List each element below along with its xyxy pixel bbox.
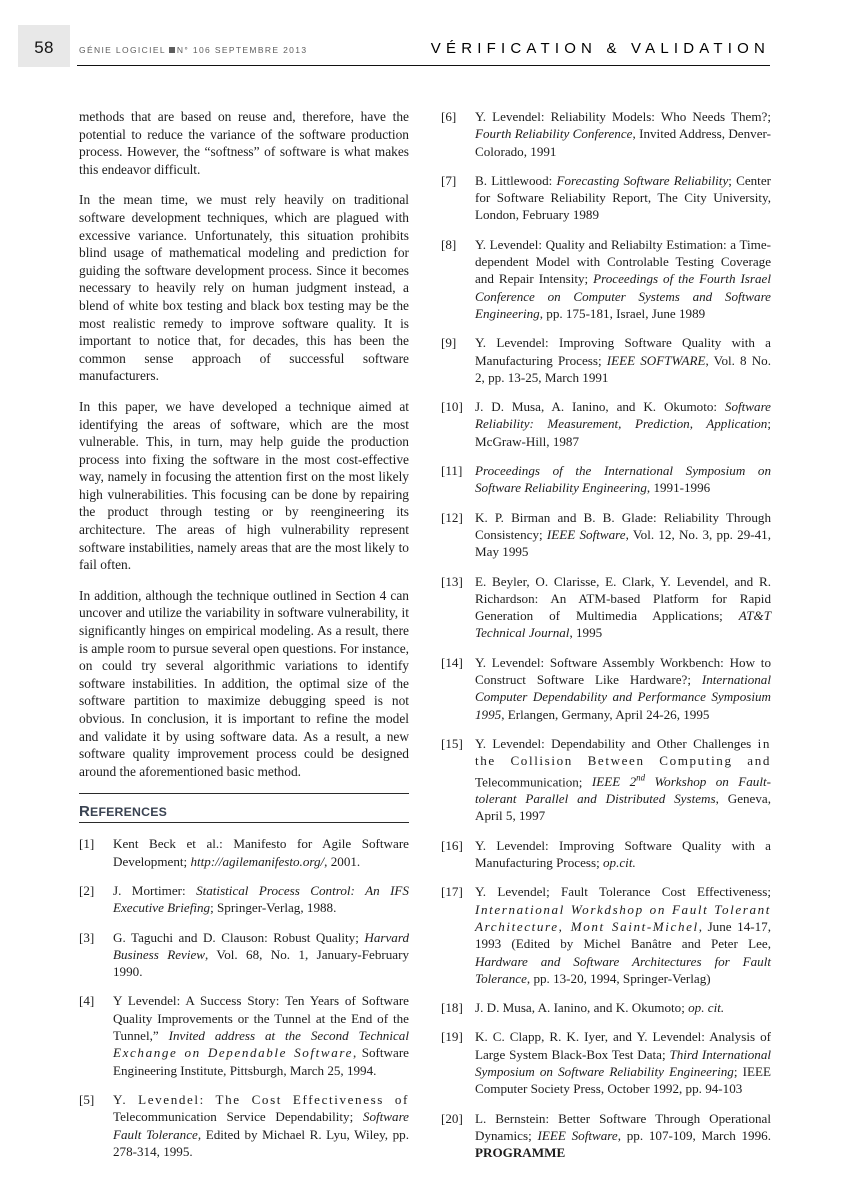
- list-item: [441, 108, 771, 160]
- reference-number: [7]: [441, 172, 457, 188]
- list-item: [441, 837, 771, 872]
- reference-text: Y. Levendel: Software Assembly Workbench: How to Construct Software Like Hardware?; International Computer Dependability and Performance Symposium 1995, Erlangen, Germany, April 24-26, 1995: [475, 654, 771, 722]
- paragraph: In the mean time, we must rely heavily on traditional software development techniques, which are plagued with excessive variance. Unfortunately, this situation prohibits blind usage of mathematical modeling and prediction for guiding the software development process. Since it becomes necessary to heavily rely on human judgment instead, a blend of white box testing and black box testing may be the most realistic remedy to improve software quality. It is important to notice that, for decades, this has been the common sense approach of successful software manufacturers.: [79, 192, 409, 384]
- reference-number: [15]: [441, 735, 463, 751]
- list-item: [79, 992, 409, 1078]
- paragraph: In addition, although the technique outlined in Section 4 can uncover and utilize the variability in software vulnerability, it significantly hinges on empirical modeling. As a result, there is ample room to pursue several open questions. For instance, on could try several algorithmic variations to identify software instabilities. In addition, the optimal size of the software partition to maximize debugging speed is not obvious. In conclusion, it is important to refine the model and validate it by using software data. As a result, a new software quality improvement process could be designed around the aforementioned basic method.: [79, 587, 409, 779]
- reference-text: Proceedings of the International Symposium on Software Reliability Engineering, 1991-1996: [475, 463, 771, 496]
- issue-label: N° 106 SEPTEMBRE 2013: [176, 45, 308, 55]
- reference-number: [18]: [441, 1000, 463, 1016]
- reference-text: Y. Levendel: Improving Software Quality with a Manufacturing Process; op.cit.: [475, 837, 771, 871]
- list-item: [79, 929, 409, 981]
- reference-number: [8]: [441, 236, 457, 252]
- reference-number: [3]: [79, 929, 95, 945]
- reference-text: E. Beyler, O. Clarisse, E. Clark, Y. Levendel, and R. Richardson: An ATM-based Platform for Rapid Generation of Multimedia Applications; AT&T Technical Journal, 1995: [475, 573, 771, 641]
- list-item: [441, 334, 771, 386]
- list-item: [441, 398, 771, 450]
- list-item: [79, 1091, 409, 1160]
- reference-text: Y. Levendel: Reliability Models: Who Needs Them?; Fourth Reliability Conference, Invited Address, Denver-Colorado, 1991: [475, 109, 771, 159]
- list-item: [441, 883, 771, 987]
- list-item: [441, 735, 771, 825]
- reference-text: J. D. Musa, A. Ianino, and K. Okumoto: Software Reliability: Measurement, Prediction, Application; McGraw-Hill, 1987: [475, 399, 771, 449]
- reference-text: G. Taguchi and D. Clauson: Robust Quality; Harvard Business Review, Vol. 68, No. 1, January-February 1990.: [113, 929, 409, 980]
- reference-list-right: [441, 108, 771, 1162]
- list-item: [79, 835, 409, 870]
- reference-text: K. P. Birman and B. B. Glade: Reliability Through Consistency; IEEE Software, Vol. 12, No. 3, pp. 29-41, May 1995: [475, 509, 771, 560]
- square-bullet-icon: [169, 47, 175, 53]
- reference-number: [12]: [441, 509, 463, 525]
- header-rule: [77, 65, 770, 66]
- list-item: [441, 1110, 771, 1162]
- list-item: [441, 999, 771, 1016]
- page-number: 58: [34, 38, 54, 57]
- reference-number: [2]: [79, 882, 95, 898]
- list-item: [79, 882, 409, 917]
- reference-number: [13]: [441, 573, 463, 589]
- reference-number: [5]: [79, 1091, 95, 1107]
- list-item: [441, 573, 771, 642]
- references-heading-rule: [79, 822, 409, 823]
- reference-text: Y. Levendel: Dependability and Other Challenges in the Collision Between Computing and Telecommunication; IEEE 2nd Workshop on Fault-tolerant Parallel and Distributed Systems, Geneva, April 5, 1997: [475, 735, 771, 824]
- list-item: [441, 509, 771, 561]
- reference-text: J. D. Musa, A. Ianino, and K. Okumoto; op. cit.: [475, 1000, 725, 1016]
- reference-number: [10]: [441, 399, 463, 415]
- reference-text: J. Mortimer: Statistical Process Control: An IFS Executive Briefing; Springer-Verlag, 1988.: [113, 882, 409, 916]
- reference-text: Y. Levendel: The Cost Effectiveness of Telecommunication Service Dependability; Software Fault Tolerance, Edited by Michael R. Lyu, Wiley, pp. 278-314, 1995.: [113, 1091, 409, 1159]
- reference-number: [19]: [441, 1029, 463, 1045]
- reference-text: L. Bernstein: Better Software Through Operational Dynamics; IEEE Software, pp. 107-109, March 1996. PROGRAMME: [475, 1110, 771, 1161]
- left-column: [79, 108, 409, 1172]
- reference-number: [4]: [79, 993, 95, 1009]
- references-top-rule: [79, 793, 409, 794]
- paragraph: methods that are based on reuse and, therefore, have the potential to reduce the variance of the software production process. However, the “softness” of software is what makes this endeavor difficult.: [79, 109, 409, 177]
- reference-number: [20]: [441, 1110, 463, 1126]
- reference-text: Y. Levendel: Improving Software Quality with a Manufacturing Process; IEEE SOFTWARE, Vol. 8 No. 2, pp. 13-25, March 1991: [475, 335, 771, 385]
- section-title: VÉRIFICATION & VALIDATION: [430, 40, 770, 57]
- list-item: [441, 172, 771, 224]
- list-item: [441, 1028, 771, 1097]
- reference-number: [14]: [441, 654, 463, 670]
- list-item: [441, 462, 771, 497]
- journal-masthead: [79, 45, 307, 55]
- reference-number: [17]: [441, 884, 463, 900]
- reference-text: Y Levendel: A Success Story: Ten Years of Software Quality Improvements or the Tunnel at the End of the Tunnel,” Invited address at the Second Technical Exchange on Dependable Software, Software Engineering Institute, Pittsburgh, March 25, 1994.: [113, 993, 409, 1078]
- reference-text: Y. Levendel; Fault Tolerance Cost Effectiveness; International Workdshop on Fault Tolerant Architecture, Mont Saint-Michel, June 14-17, 1993 (Edited by Michel Banâtre and Peter Lee, Hardware and Software Architectures for Fault Tolerance, pp. 13-20, 1994, Springer-Verlag): [475, 884, 771, 986]
- reference-number: [1]: [79, 836, 95, 852]
- reference-text: Kent Beck et al.: Manifesto for Agile Software Development; http://agilemanifesto.org/, 2001.: [113, 836, 409, 869]
- paragraph: In this paper, we have developed a technique aimed at identifying the areas of software, which are the most vulnerable. This, in turn, may help guide the production process into fixing the software in the most cost-effective way, namely in focusing the attention first on the most likely high vulnerabilities. This focusing can be done by repairing the product through testing or by reengineering its architecture. The areas of high vulnerability represent software instabilities, namely areas that are the most likely to fail often.: [79, 398, 409, 573]
- reference-number: [6]: [441, 109, 457, 124]
- reference-number: [9]: [441, 335, 457, 351]
- journal-name: GÉNIE LOGICIEL: [79, 45, 166, 55]
- reference-list-left: [79, 835, 409, 1160]
- reference-text: K. C. Clapp, R. K. Iyer, and Y. Levendel: Analysis of Large System Black-Box Test Data; Third International Symposium on Software Reliability Engineering; IEEE Computer Society Press, October 1992, pp. 94-103: [475, 1029, 771, 1097]
- references-heading: REFERENCES: [79, 803, 168, 821]
- list-item: [441, 236, 771, 322]
- reference-text: B. Littlewood: Forecasting Software Reliability; Center for Software Reliability Report, The City University, London, February 1989: [475, 172, 771, 223]
- reference-number: [11]: [441, 463, 463, 479]
- reference-number: [16]: [441, 837, 463, 853]
- page-header: [0, 0, 849, 72]
- right-column: [441, 108, 771, 1174]
- reference-text: Y. Levendel: Quality and Reliabilty Estimation: a Time-dependent Model with Controlable Testing Coverage and Repair Intensity; Proceedings of the Fourth Israel Conference on Computer Systems and Software Engineering, pp. 175-181, Israel, June 1989: [475, 236, 771, 321]
- list-item: [441, 654, 771, 723]
